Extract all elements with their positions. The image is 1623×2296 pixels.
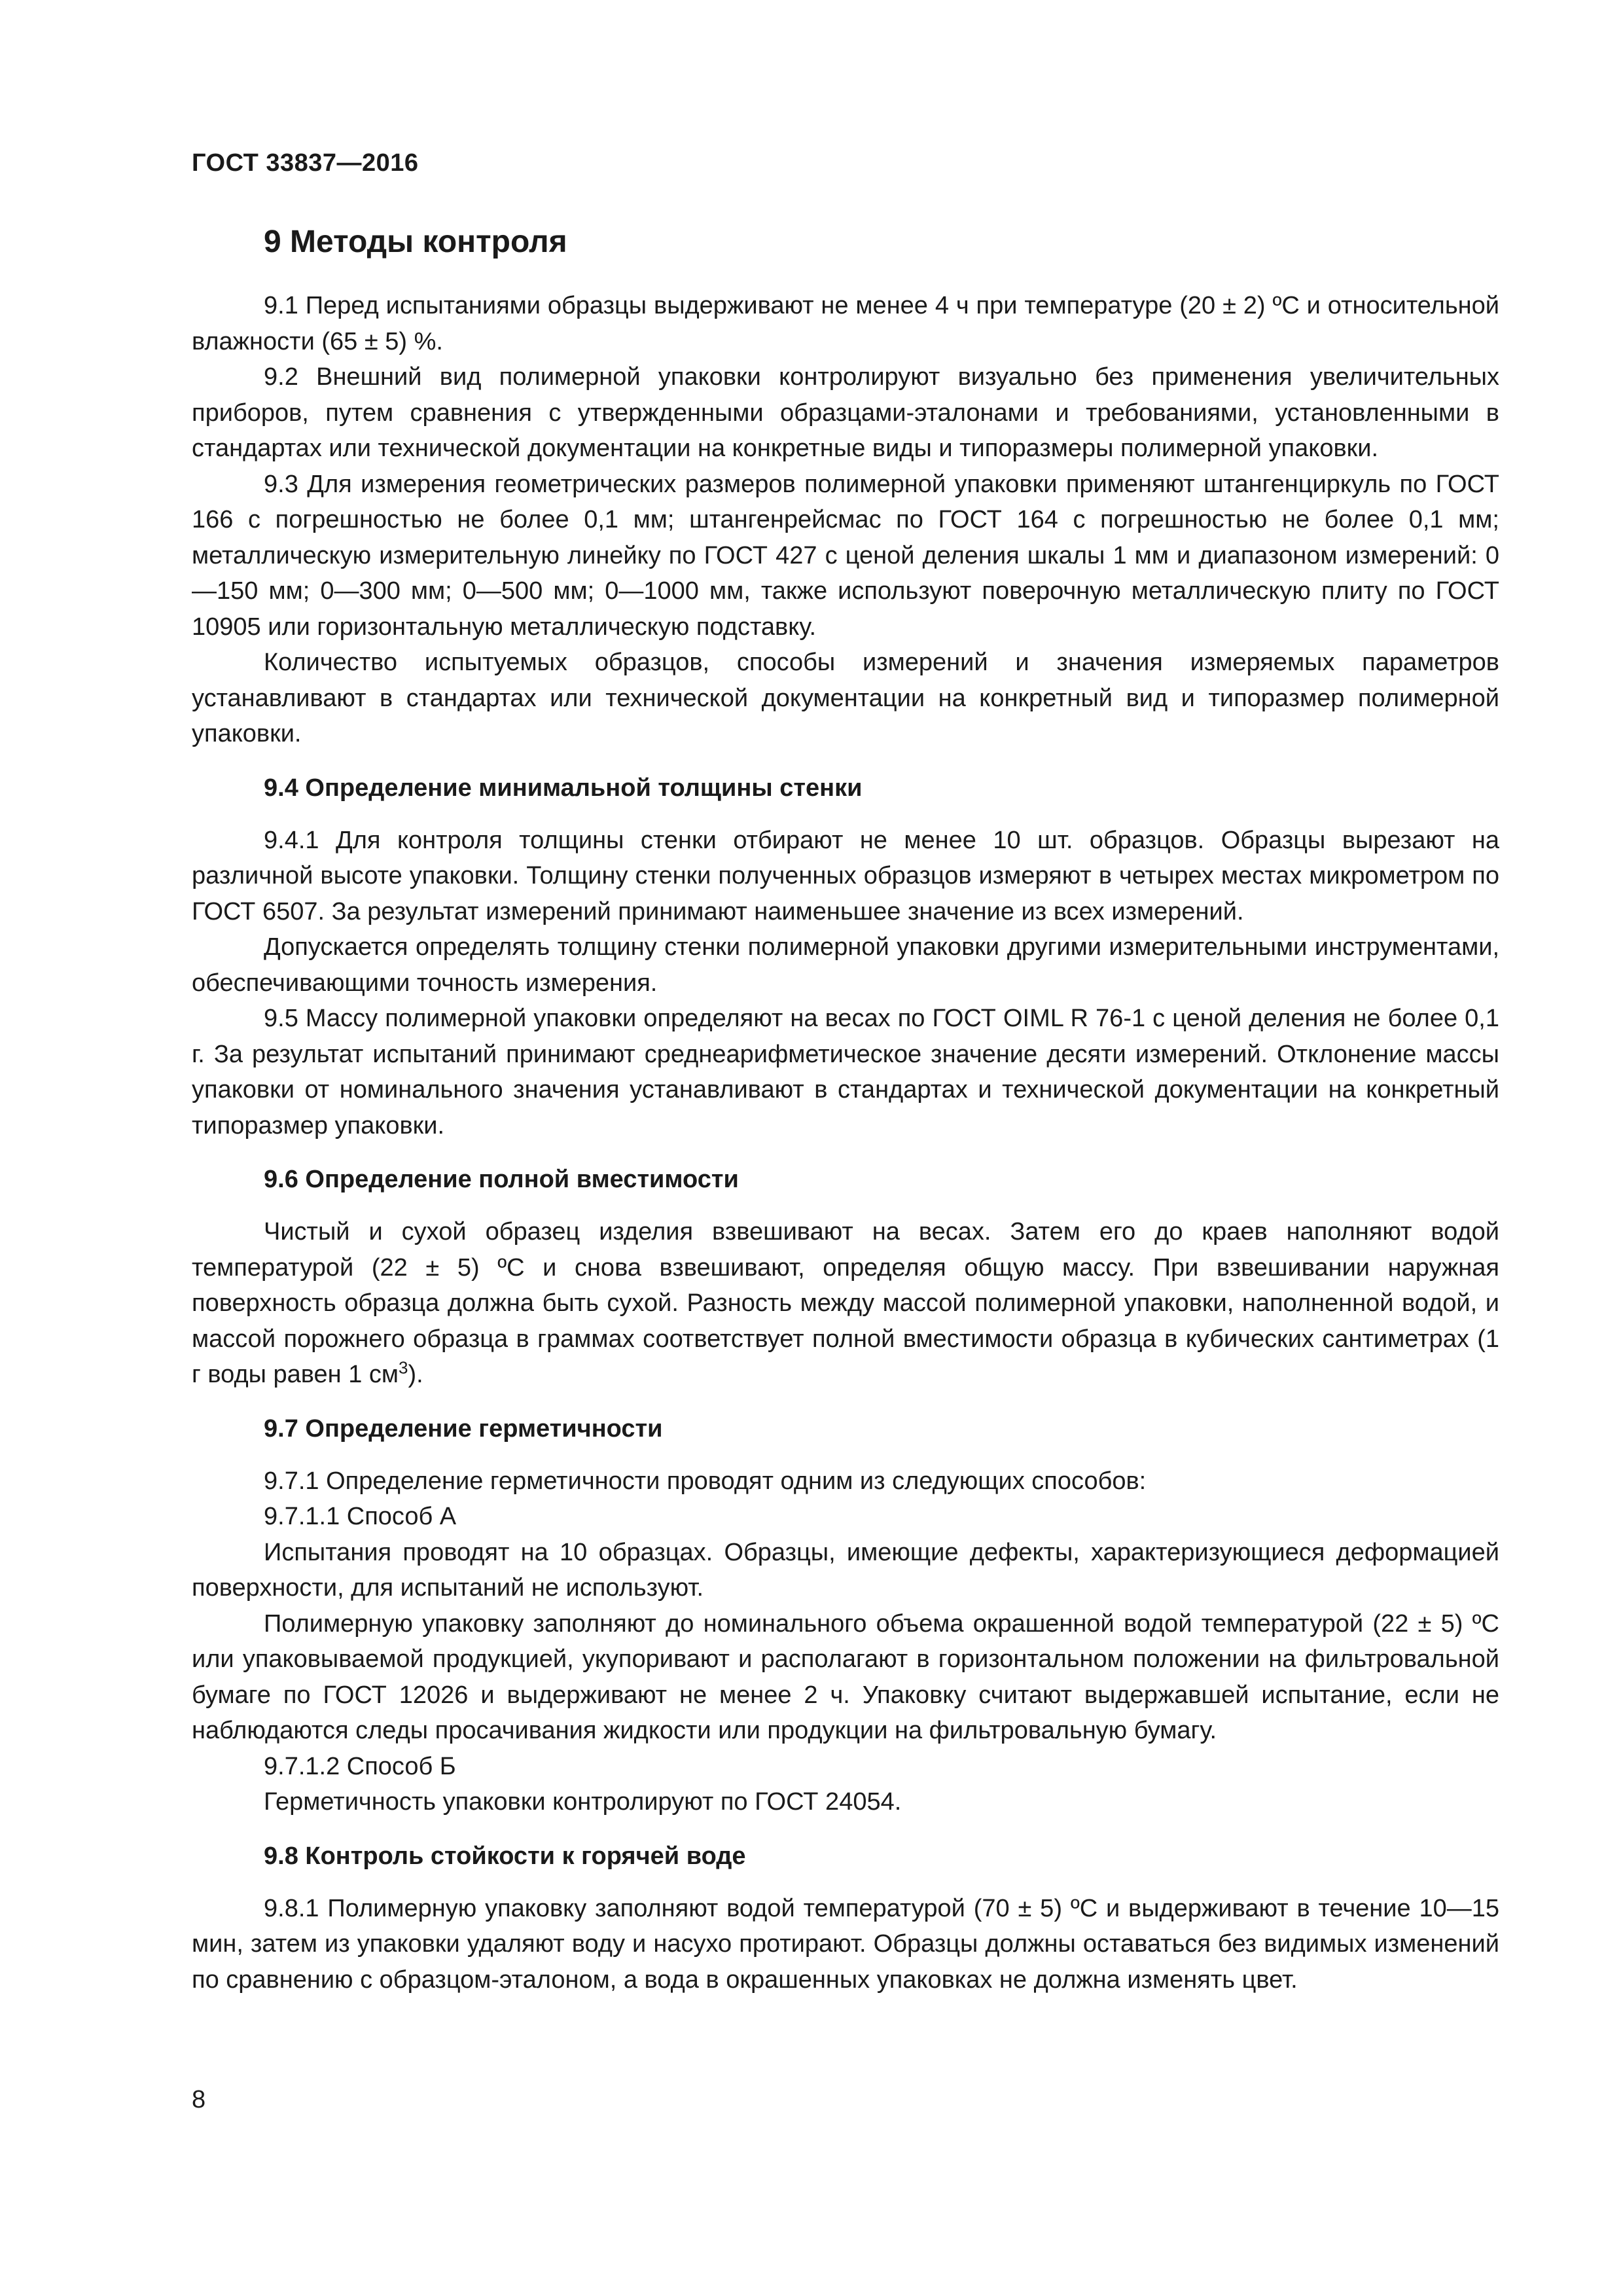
subsection-title-9-4: 9.4 Определение минимальной толщины стенки bbox=[264, 774, 863, 802]
paragraph-9-8-1: 9.8.1 Полимерную упаковку заполняют водой температурой (70 ± 5) ºС и выдерживают в течение 10—15 мин, затем из упаковки удаляют воду и насухо протирают. Образцы должны оставаться без видимых изменений по сравнению с образцом-эталоном, а вода в окрашенных упаковках не должна изменять цвет. bbox=[192, 1894, 1499, 1994]
paragraph-9-5: 9.5 Массу полимерной упаковки определяют на весах по ГОСТ OIML R 76-1 с ценой деления не более 0,1 г. За результат испытаний принимают среднеарифметическое значение десяти измерений. Отклонение массы упаковки от номинального значения устанавливают в стандартах и технической документации на конкретный типоразмер упаковки. bbox=[192, 1005, 1499, 1139]
page-number: 8 bbox=[192, 2086, 206, 2113]
paragraph-9-4-1: 9.4.1 Для контроля толщины стенки отбирают не менее 10 шт. образцов. Образцы вырезают на различной высоте упаковки. Толщину стенки полученных образцов измеряют в четырех местах микрометром по ГОСТ 6507. За результат измерений принимают наименьшее значение из всех измерений. bbox=[192, 826, 1499, 925]
subsection-title-9-7: 9.7 Определение герметичности bbox=[264, 1414, 663, 1443]
paragraph-9-6-text: Чистый и сухой образец изделия взвешивают на весах. Затем его до краев наполняют водой температурой (22 ± 5) ºС и снова взвешивают, определяя общую массу. При взвешивании наружная поверхность образца должна быть сухой. Разность между массой полимерной упаковки, наполненной водой, и массой порожнего образца в граммах соответствует полной вместимости образца в кубических сантиметрах (1 г воды равен 1 см bbox=[192, 1218, 1499, 1388]
page-content bbox=[192, 223, 1499, 1998]
paragraph-9-2: 9.2 Внешний вид полимерной упаковки контролируют визуально без применения увеличительных приборов, путем сравнения с утвержденными образцами-эталонами и требованиями, установленными в стандартах или технической документации на конкретные виды и типоразмеры полимерной упаковки. bbox=[192, 363, 1499, 462]
paragraph-method-b: Герметичность упаковки контролируют по ГОСТ 24054. bbox=[264, 1788, 902, 1816]
subsection-title-9-8: 9.8 Контроль стойкости к горячей воде bbox=[264, 1842, 746, 1870]
paragraph-9-6 bbox=[192, 1214, 1499, 1393]
subsection-title-9-6: 9.6 Определение полной вместимости bbox=[264, 1166, 739, 1193]
paragraph-9-4-note: Допускается определять толщину стенки полимерной упаковки другими измерительными инструментами, обеспечивающими точность измерения. bbox=[192, 933, 1499, 997]
document-code-header: ГОСТ 33837—2016 bbox=[192, 149, 419, 177]
paragraph-9-7-1: 9.7.1 Определение герметичности проводят одним из следующих способов: bbox=[264, 1467, 1147, 1495]
paragraph-method-a-1: Испытания проводят на 10 образцах. Образцы, имеющие дефекты, характеризующиеся деформацией поверхности, для испытаний не используют. bbox=[192, 1538, 1499, 1602]
paragraph-9-1: 9.1 Перед испытаниями образцы выдерживают не менее 4 ч при температуре (20 ± 2) ºС и относительной влажности (65 ± 5) %. bbox=[192, 292, 1499, 355]
paragraph-9-7-1-2: 9.7.1.2 Способ Б bbox=[264, 1752, 456, 1780]
paragraph-9-3: 9.3 Для измерения геометрических размеров полимерной упаковки применяют штангенциркуль по ГОСТ 166 с погрешностью не более 0,1 мм; штангенрейсмас по ГОСТ 164 с погрешностью не более 0,1 мм; металлическую измерительную линейку по ГОСТ 427 с ценой деления шкалы 1 мм и диапазоном измерений: 0—150 мм; 0—300 мм; 0—500 мм; 0—1000 мм, также используют поверочную металлическую плиту по ГОСТ 10905 или горизонтальную металлическую подставку. bbox=[192, 470, 1499, 641]
section-title: 9 Методы контроля bbox=[264, 224, 567, 259]
paragraph-method-a-2: Полимерную упаковку заполняют до номинального объема окрашенной водой температурой (22 ± 5) ºС или упаковываемой продукцией, укупоривают и располагают в горизонтальном положении на фильтровальной бумаге по ГОСТ 12026 и выдерживают не менее 2 ч. Упаковку считают выдержавшей испытание, если не наблюдаются следы просачивания жидкости или продукции на фильтровальную бумагу. bbox=[192, 1609, 1499, 1744]
paragraph-9-3-note: Количество испытуемых образцов, способы измерений и значения измеряемых параметров устанавливают в стандартах или технической документации на конкретный вид и типоразмер полимерной упаковки. bbox=[192, 649, 1499, 747]
paragraph-9-6-end: ). bbox=[408, 1361, 423, 1388]
paragraph-9-7-1-1: 9.7.1.1 Способ А bbox=[264, 1503, 457, 1530]
superscript-3: 3 bbox=[399, 1357, 408, 1378]
